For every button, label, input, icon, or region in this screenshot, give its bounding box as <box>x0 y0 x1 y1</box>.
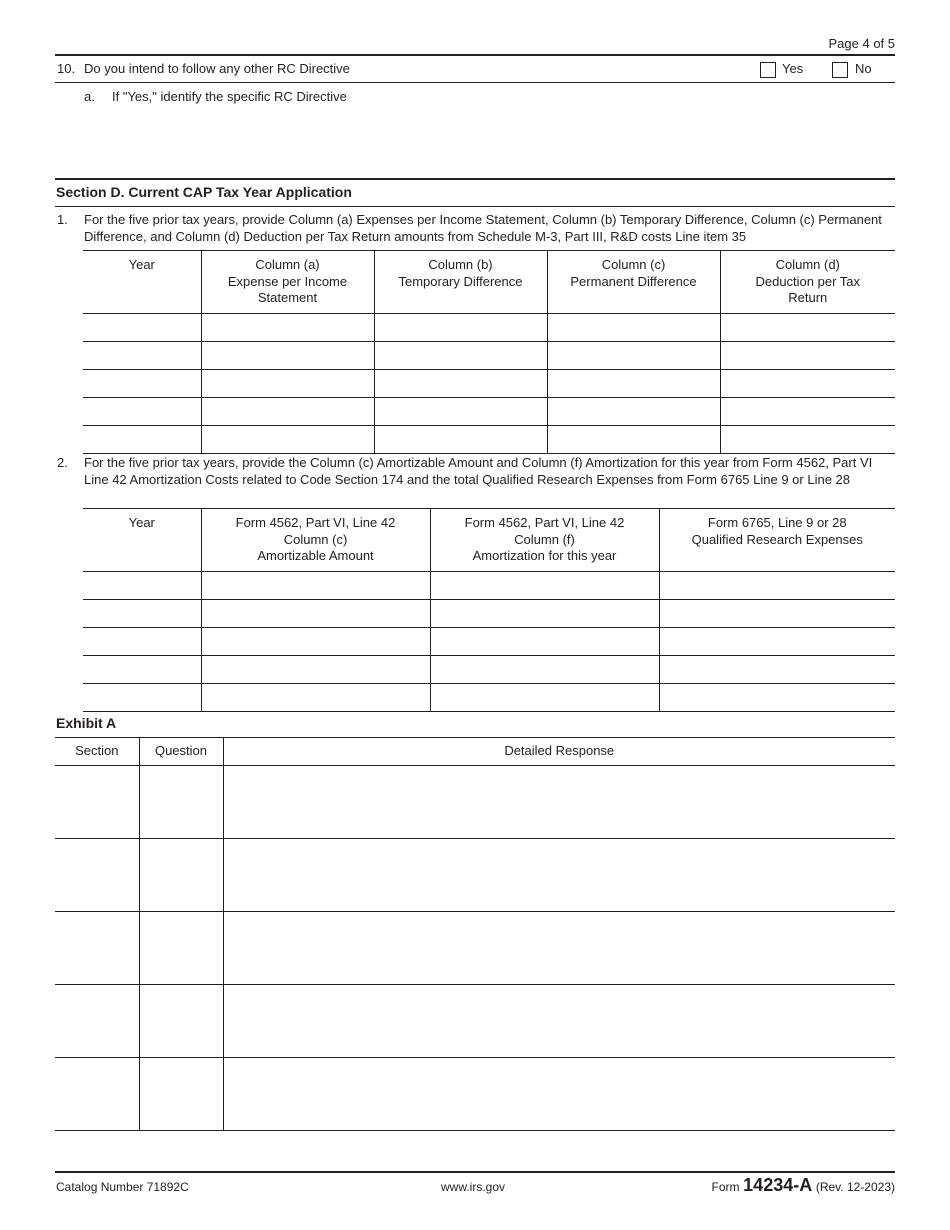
exhibit-a-table <box>55 737 895 1131</box>
q2-cell-amortizable[interactable] <box>201 684 430 712</box>
q2-cell-amortization[interactable] <box>430 684 659 712</box>
q2-cell-amortizable[interactable] <box>201 572 430 600</box>
form-prefix: Form <box>711 1180 740 1194</box>
table-row <box>83 426 895 454</box>
q1-cell-col-b[interactable] <box>374 426 547 454</box>
q1-cell-col-c[interactable] <box>547 342 720 370</box>
q1-cell-col-b[interactable] <box>374 370 547 398</box>
q1-header-col-a <box>201 251 374 314</box>
exhibit-cell-question[interactable] <box>139 912 223 985</box>
table-row <box>55 766 895 839</box>
exhibit-cell-question[interactable] <box>139 766 223 839</box>
page-number: Page 4 of 5 <box>828 36 895 51</box>
table-row <box>55 985 895 1058</box>
q10-yes-checkbox[interactable] <box>760 62 776 78</box>
q1-cell-col-a[interactable] <box>201 342 374 370</box>
exhibit-cell-question[interactable] <box>139 985 223 1058</box>
q10a-response-field[interactable] <box>84 108 894 174</box>
q2-header-qre-text: Form 6765, Line 9 or 28 Qualified Research Expenses <box>691 515 863 547</box>
q2-cell-amortizable[interactable] <box>201 628 430 656</box>
section-d-rule <box>55 178 895 180</box>
q1-number: 1. <box>57 212 68 227</box>
q2-cell-year[interactable] <box>83 600 201 628</box>
exhibit-cell-section[interactable] <box>55 985 139 1058</box>
q1-cell-col-d[interactable] <box>720 342 895 370</box>
q2-header-amortizable-text: Form 4562, Part VI, Line 42 Column (c) Amortizable Amount <box>235 515 396 563</box>
q2-cell-year[interactable] <box>83 628 201 656</box>
q1-cell-col-b[interactable] <box>374 314 547 342</box>
table-row <box>83 628 895 656</box>
q10-yes-label: Yes <box>782 61 804 76</box>
q1-cell-year[interactable] <box>83 370 201 398</box>
q1-cell-year[interactable] <box>83 398 201 426</box>
q2-header-amortizable <box>201 509 430 572</box>
q1-cell-col-b[interactable] <box>374 398 547 426</box>
q2-header-year-text: Year <box>128 515 155 530</box>
table-row <box>83 684 895 712</box>
website: www.irs.gov <box>441 1180 506 1194</box>
exhibit-cell-section[interactable] <box>55 839 139 912</box>
q2-header-year <box>83 509 201 572</box>
q1-header-col-d-text: Column (d) Deduction per Tax Return <box>755 257 861 305</box>
top-rule <box>55 54 895 56</box>
table-row <box>55 1058 895 1131</box>
q2-table <box>83 508 895 712</box>
q10-rule <box>55 82 895 83</box>
q2-cell-amortization[interactable] <box>430 628 659 656</box>
q1-cell-year[interactable] <box>83 342 201 370</box>
exhibit-cell-response[interactable] <box>223 985 895 1058</box>
q2-header-qre <box>659 509 895 572</box>
form-id <box>712 1175 895 1196</box>
q10-no-label: No <box>855 61 872 76</box>
q2-cell-amortization[interactable] <box>430 572 659 600</box>
section-d-title-rule <box>55 206 895 207</box>
q2-number: 2. <box>57 455 68 470</box>
q1-cell-col-b[interactable] <box>374 342 547 370</box>
q2-header-amortization-text: Form 4562, Part VI, Line 42 Column (f) Amortization for this year <box>464 515 625 563</box>
form-number: 14234-A <box>743 1175 813 1195</box>
footer-rule <box>55 1171 895 1173</box>
q1-cell-year[interactable] <box>83 426 201 454</box>
q2-cell-amortization[interactable] <box>430 600 659 628</box>
q1-header-year <box>83 251 201 314</box>
table-row <box>83 600 895 628</box>
exhibit-cell-response[interactable] <box>223 839 895 912</box>
q2-cell-year[interactable] <box>83 572 201 600</box>
table-row <box>83 342 895 370</box>
q2-cell-qre[interactable] <box>659 628 895 656</box>
exhibit-cell-response[interactable] <box>223 1058 895 1131</box>
q2-cell-qre[interactable] <box>659 572 895 600</box>
exhibit-cell-section[interactable] <box>55 766 139 839</box>
q2-cell-amortizable[interactable] <box>201 656 430 684</box>
q1-header-col-d <box>720 251 895 314</box>
section-d-title: Section D. Current CAP Tax Year Application <box>56 184 352 200</box>
table-row <box>55 912 895 985</box>
table-row <box>83 314 895 342</box>
q2-cell-qre[interactable] <box>659 600 895 628</box>
exhibit-a-title: Exhibit A <box>56 715 117 731</box>
q2-cell-year[interactable] <box>83 684 201 712</box>
table-row <box>83 398 895 426</box>
q1-cell-col-a[interactable] <box>201 398 374 426</box>
q2-cell-qre[interactable] <box>659 656 895 684</box>
exhibit-cell-question[interactable] <box>139 839 223 912</box>
q1-cell-col-d[interactable] <box>720 370 895 398</box>
q10a-letter: a. <box>84 89 95 104</box>
q1-header-col-c <box>547 251 720 314</box>
q1-cell-col-d[interactable] <box>720 398 895 426</box>
q1-text: For the five prior tax years, provide Column (a) Expenses per Income Statement, Column (b) Temporary Difference, Column (c) Permanent Difference, and Column (d) Deduction per Tax Return amounts from Schedule M-3, Part III, R&D costs Line item 35 <box>84 212 882 244</box>
form-revision: (Rev. 12-2023) <box>815 1180 895 1194</box>
exhibit-cell-section[interactable] <box>55 912 139 985</box>
exhibit-header-question <box>139 738 223 766</box>
q1-cell-col-c[interactable] <box>547 314 720 342</box>
q1-header-col-a-text: Column (a) Expense per Income Statement <box>227 257 348 305</box>
q1-header-col-c-text: Column (c) Permanent Difference <box>570 257 697 289</box>
q1-header-col-b-text: Column (b) Temporary Difference <box>398 257 523 289</box>
q1-cell-col-c[interactable] <box>547 426 720 454</box>
exhibit-header-response-text: Detailed Response <box>504 743 615 758</box>
exhibit-header-response <box>223 738 895 766</box>
q1-header-col-b <box>374 251 547 314</box>
q1-cell-year[interactable] <box>83 314 201 342</box>
q1-table <box>83 250 895 454</box>
exhibit-header-question-text: Question <box>154 743 208 758</box>
exhibit-header-section <box>55 738 139 766</box>
table-row <box>55 839 895 912</box>
q1-cell-col-c[interactable] <box>547 398 720 426</box>
table-row <box>83 572 895 600</box>
table-row <box>83 656 895 684</box>
exhibit-cell-section[interactable] <box>55 1058 139 1131</box>
exhibit-header-section-text: Section <box>75 743 119 758</box>
q2-header-amortization <box>430 509 659 572</box>
q10a-text: If "Yes," identify the specific RC Directive <box>112 89 347 104</box>
q1-cell-col-c[interactable] <box>547 370 720 398</box>
q2-cell-amortizable[interactable] <box>201 600 430 628</box>
catalog-number: Catalog Number 71892C <box>56 1180 189 1194</box>
q2-cell-qre[interactable] <box>659 684 895 712</box>
q1-cell-col-d[interactable] <box>720 314 895 342</box>
q10-text: Do you intend to follow any other RC Directive <box>84 61 350 76</box>
q10-number: 10. <box>57 61 76 76</box>
q10-no-checkbox[interactable] <box>832 62 848 78</box>
table-row <box>83 370 895 398</box>
q2-cell-year[interactable] <box>83 656 201 684</box>
q1-cell-col-d[interactable] <box>720 426 895 454</box>
q1-cell-col-a[interactable] <box>201 426 374 454</box>
exhibit-cell-response[interactable] <box>223 766 895 839</box>
exhibit-cell-response[interactable] <box>223 912 895 985</box>
q1-cell-col-a[interactable] <box>201 370 374 398</box>
q1-header-year-text: Year <box>128 257 155 272</box>
exhibit-cell-question[interactable] <box>139 1058 223 1131</box>
q2-cell-amortization[interactable] <box>430 656 659 684</box>
q2-text: For the five prior tax years, provide the Column (c) Amortizable Amount and Column (f) Amortization for this year from Form 4562, Part VI Line 42 Amortization Costs related to Code Section 174 and the total Qualified Research Expenses from Form 6765 Line 9 or Line 28 <box>84 455 873 487</box>
q1-cell-col-a[interactable] <box>201 314 374 342</box>
